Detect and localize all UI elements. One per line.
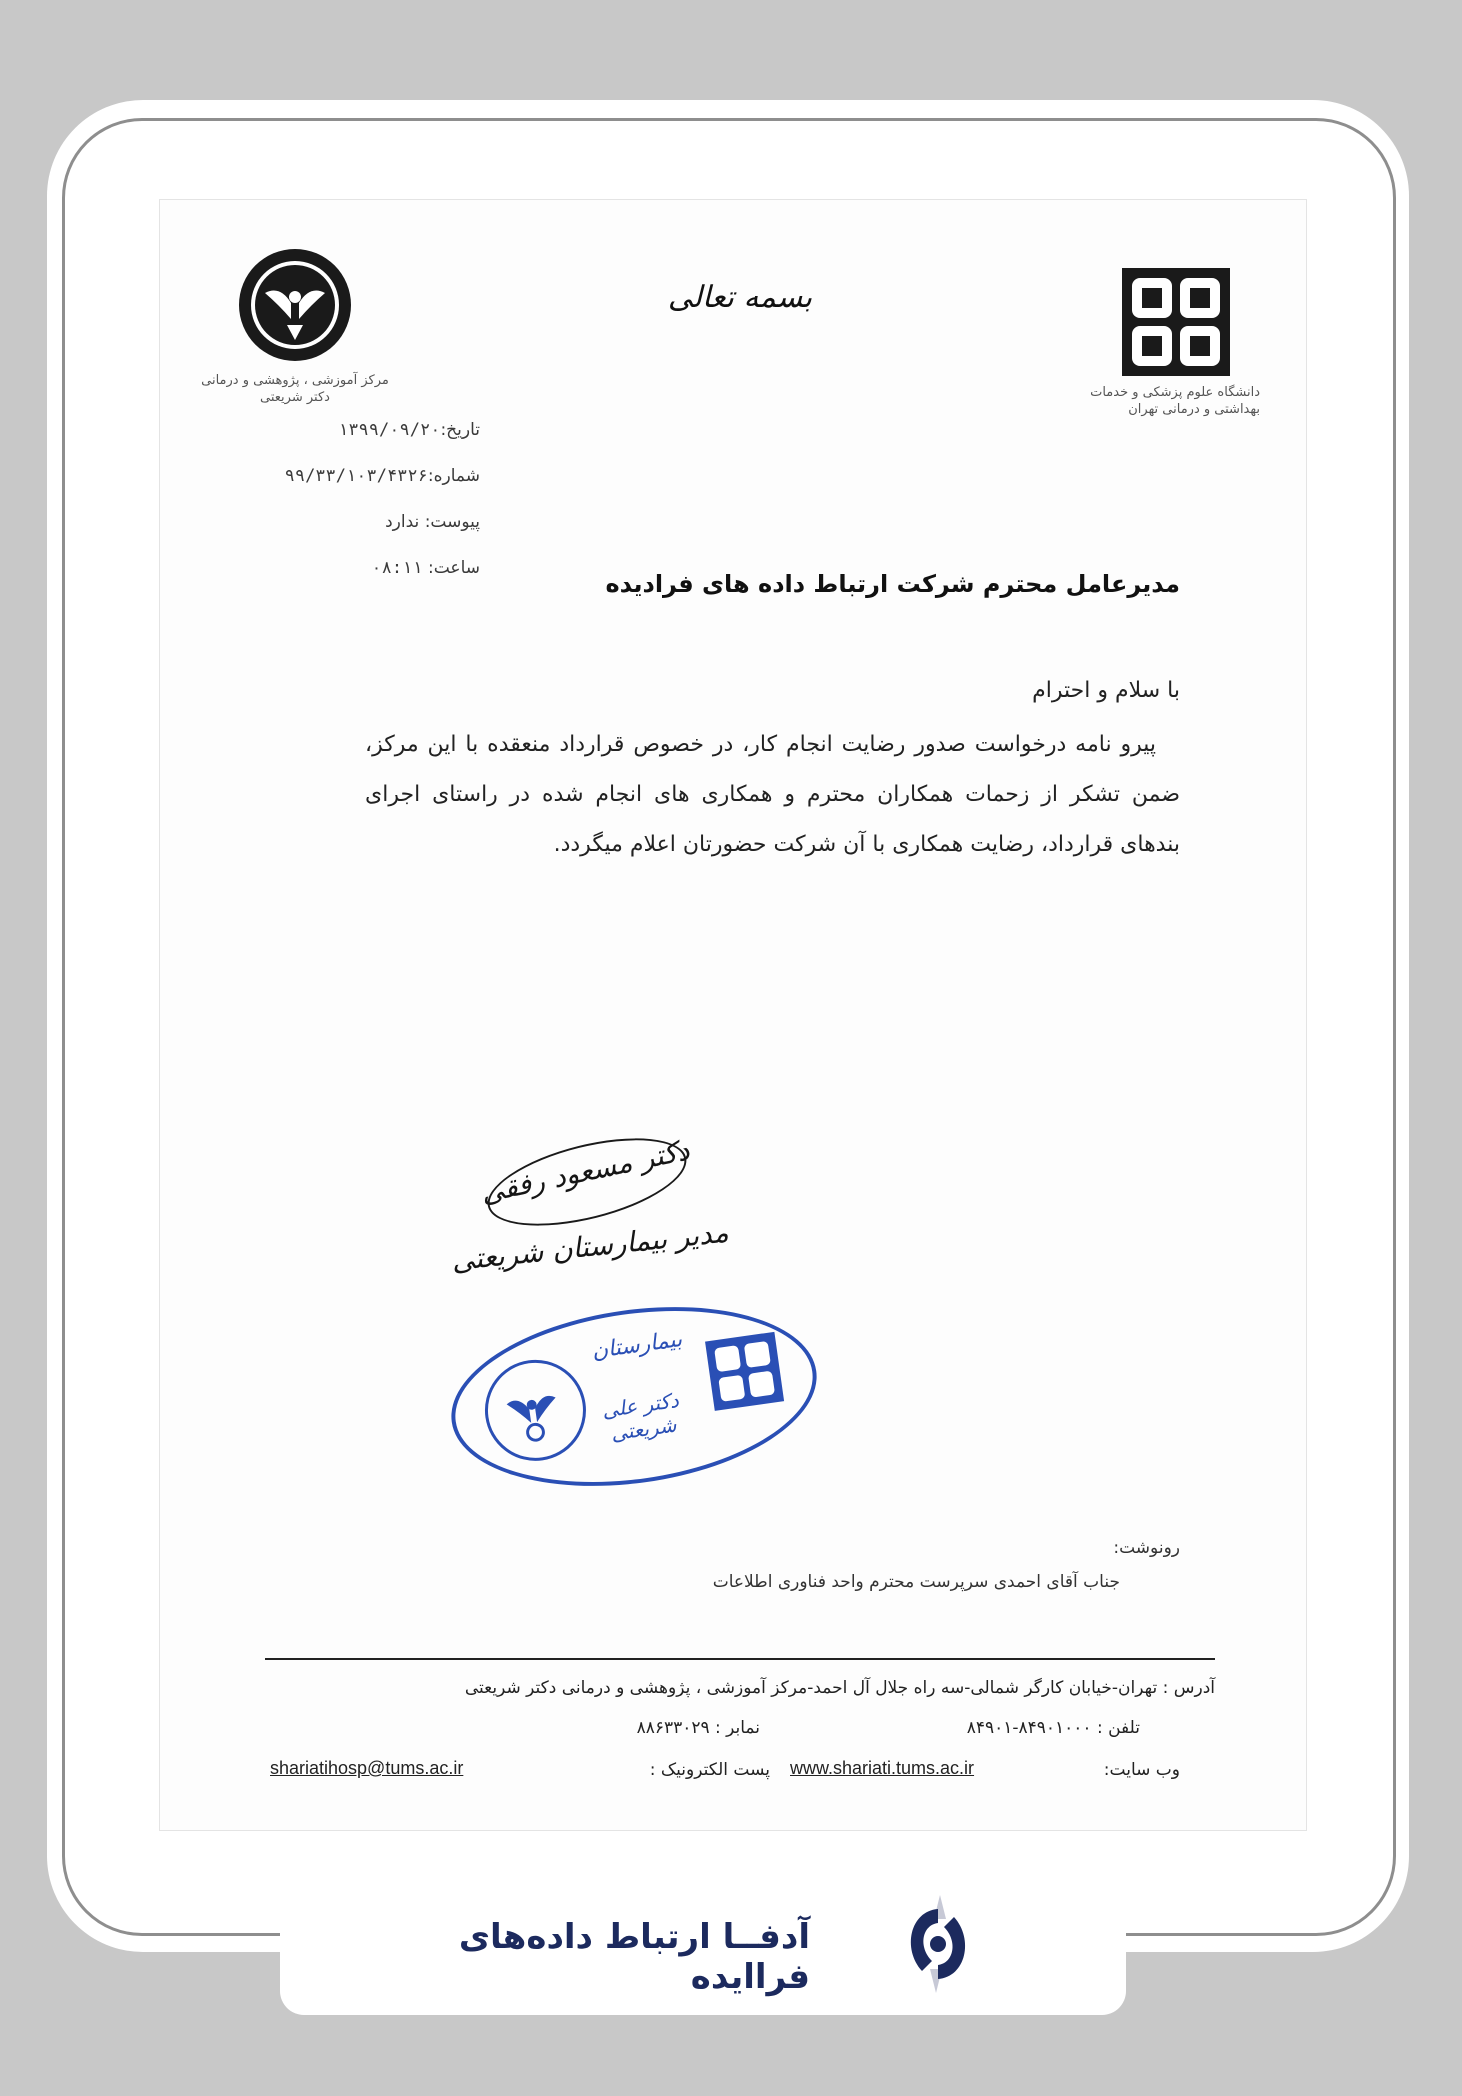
hospital-emblem-logo [235,245,355,365]
footer-email-link[interactable]: shariatihosp@tums.ac.ir [270,1758,464,1778]
footer-website-link[interactable]: www.shariati.tums.ac.ir [790,1758,975,1778]
meta-time-value: ۰۸:۱۱ [371,558,423,578]
footer-website-label: وب سایت: [1103,1760,1180,1780]
brand-logo-icon [888,1889,988,2003]
recipient-heading: مدیرعامل محترم شرکت ارتباط داده های فرادیده [605,570,1180,598]
meta-date [220,420,480,466]
footer-fax: نمابر : ۸۸۶۳۳۰۲۹ [636,1718,760,1738]
meta-number-value: ۹۹/۳۳/۱۰۳/۴۳۲۶ [284,466,428,486]
footer-email-label: پست الکترونیک : [649,1760,770,1780]
right-org-line1: دانشگاه علوم پزشکی و خدمات [1090,385,1260,400]
signature-title: مدیر بیمارستان شریعتی [449,1215,731,1278]
footer-divider [265,1658,1215,1660]
meta-number [220,466,480,512]
university-logo [1122,268,1230,376]
meta-number-label: شماره: [427,466,480,486]
left-org-line1: مرکز آموزشی ، پژوهشی و درمانی [201,373,389,388]
meta-attachment-value: ندارد [385,512,420,532]
brand-banner [280,1873,1126,2015]
hospital-stamp [440,1285,828,1508]
body-paragraph: پیرو نامه درخواست صدور رضایت انجام کار، در خصوص قرارداد منعقده با این مرکز، ضمن تشکر از زحمات همکاران محترم و همکاری های انجام شده در راستای اجرای بندهای قرارداد، رضایت همکاری با آن شرکت حضورتان اعلام میگردد. [365,732,1180,857]
left-org-name [185,372,405,406]
cc-label: رونوشت: [1113,1538,1180,1558]
stamp-line2: دکتر علی شریعتی [600,1387,681,1446]
footer-address: آدرس : تهران-خیابان کارگر شمالی-سه راه جلال آل احمد-مرکز آموزشی ، پژوهشی و درمانی دکتر شریعتی [464,1678,1215,1698]
meta-date-label: تاریخ: [440,420,480,440]
stamp-line1: بیمارستان [590,1326,684,1365]
invocation-calligraphy: بسمه تعالی [667,280,813,315]
meta-block [220,420,480,604]
signature-name: دکتر مسعود رفقی [477,1133,693,1210]
meta-date-value: ۱۳۹۹/۰۹/۲۰ [338,420,441,440]
meta-attachment-label: پیوست: [424,512,480,532]
meta-time-label: ساعت: [428,558,480,578]
footer-phone: تلفن : ۸۴۹۰۱۰۰۰-۸۴۹۰۱ [966,1718,1140,1738]
meta-attachment [220,512,480,558]
stamp-university-icon [705,1332,784,1411]
right-org-name [1040,384,1260,418]
greeting: با سلام و احترام [1032,678,1180,703]
left-org-line2: دکتر شریعتی [260,390,330,405]
letter-page [160,200,1306,1830]
cc-line: جناب آقای احمدی سرپرست محترم واحد فناوری اطلاعات [712,1572,1120,1592]
brand-name: آدفــا ارتباط داده‌های فراایده [458,1917,810,1997]
right-org-line2: بهداشتی و درمانی تهران [1128,402,1260,417]
meta-time [220,558,480,604]
